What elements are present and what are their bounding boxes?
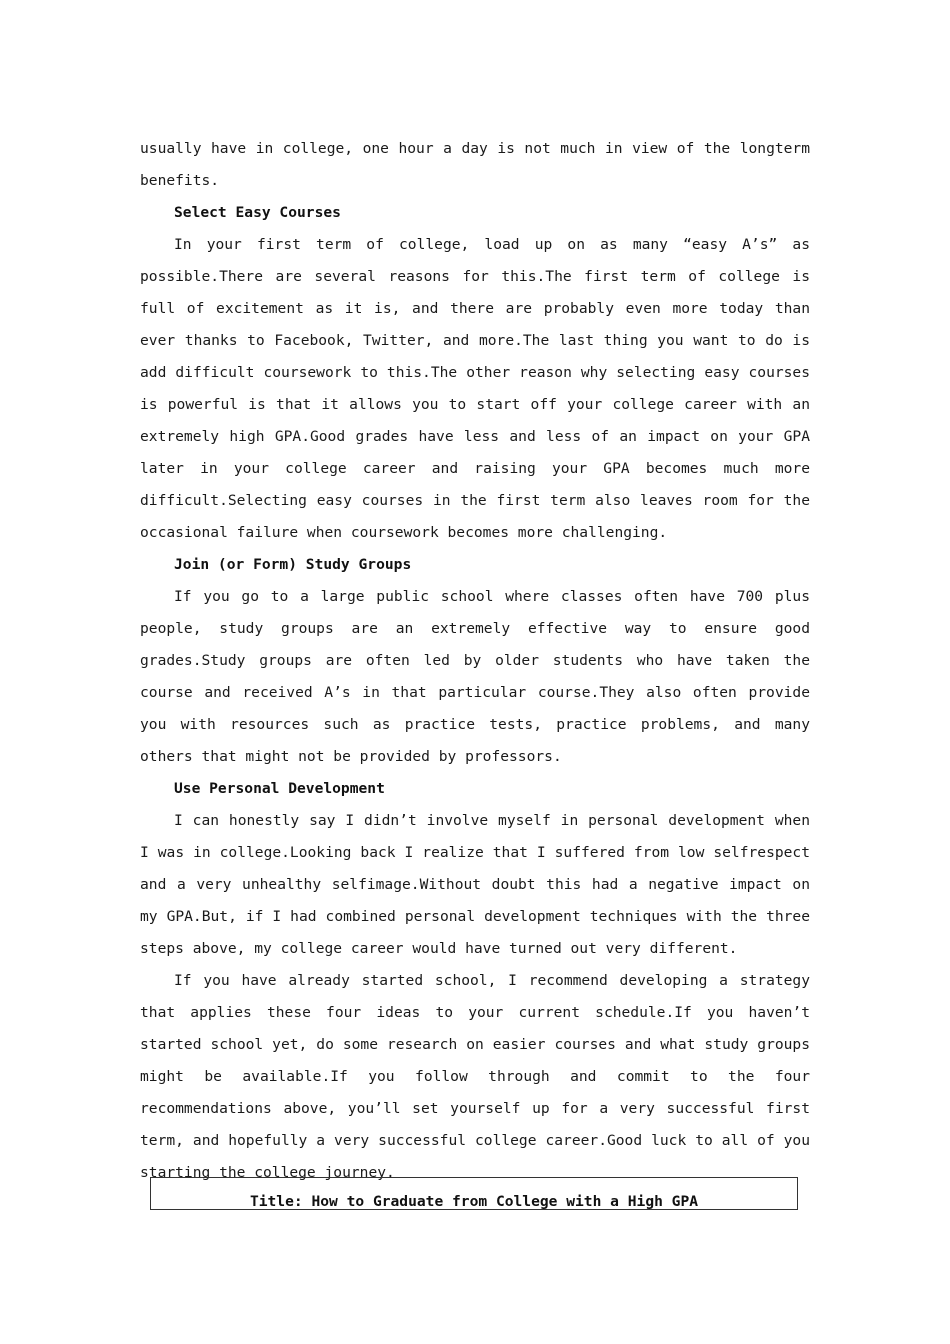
paragraph: If you go to a large public school where classes often have 700 plus people, study groups are an extremely effective way to ensure good grades.Study groups are often led by older students who have taken the course and received A’s in that particular course.They also often provide you with resources such as practice tests, practice problems, and many others that might not be provided by professors. <box>140 588 810 765</box>
article-title: Title: How to Graduate from College with a High GPA <box>249 1193 699 1210</box>
section-heading: Select Easy Courses <box>174 204 341 221</box>
paragraph: usually have in college, one hour a day is not much in view of the longterm benefits. <box>140 140 810 189</box>
paragraph: I can honestly say I didn’t involve myself in personal development when I was in college.Looking back I realize that I suffered from low selfrespect and a very unhealthy selfimage.Without doubt this had a negative impact on my GPA.But, if I had combined personal development techniques with the three steps above, my college career would have turned out very different. <box>140 812 810 957</box>
paragraph: If you have already started school, I recommend developing a strategy that applies these four ideas to your current schedule.If you haven’t started school yet, do some research on easier courses and what study groups might be available.If you follow through and commit to the four recommendations above, you’ll set yourself up for a very successful first term, and hopefully a very successful college career.Good luck to all of you starting the college journey. <box>140 972 810 1181</box>
title-box <box>150 1177 798 1210</box>
paragraph: In your first term of college, load up on as many “easy A’s” as possible.There are several reasons for this.The first term of college is full of excitement as it is, and there are probably even more today than ever thanks to Facebook, Twitter, and more.The last thing you want to do is add difficult coursework to this.The other reason why selecting easy courses is powerful is that it allows you to start off your college career with an extremely high GPA.Good grades have less and less of an impact on your GPA later in your college career and raising your GPA becomes much more difficult.Selecting easy courses in the first term also leaves room for the occasional failure when coursework becomes more challenging. <box>140 236 810 541</box>
section-heading: Join (or Form) Study Groups <box>174 556 412 573</box>
section-heading: Use Personal Development <box>174 780 385 797</box>
article-body <box>140 133 810 1189</box>
